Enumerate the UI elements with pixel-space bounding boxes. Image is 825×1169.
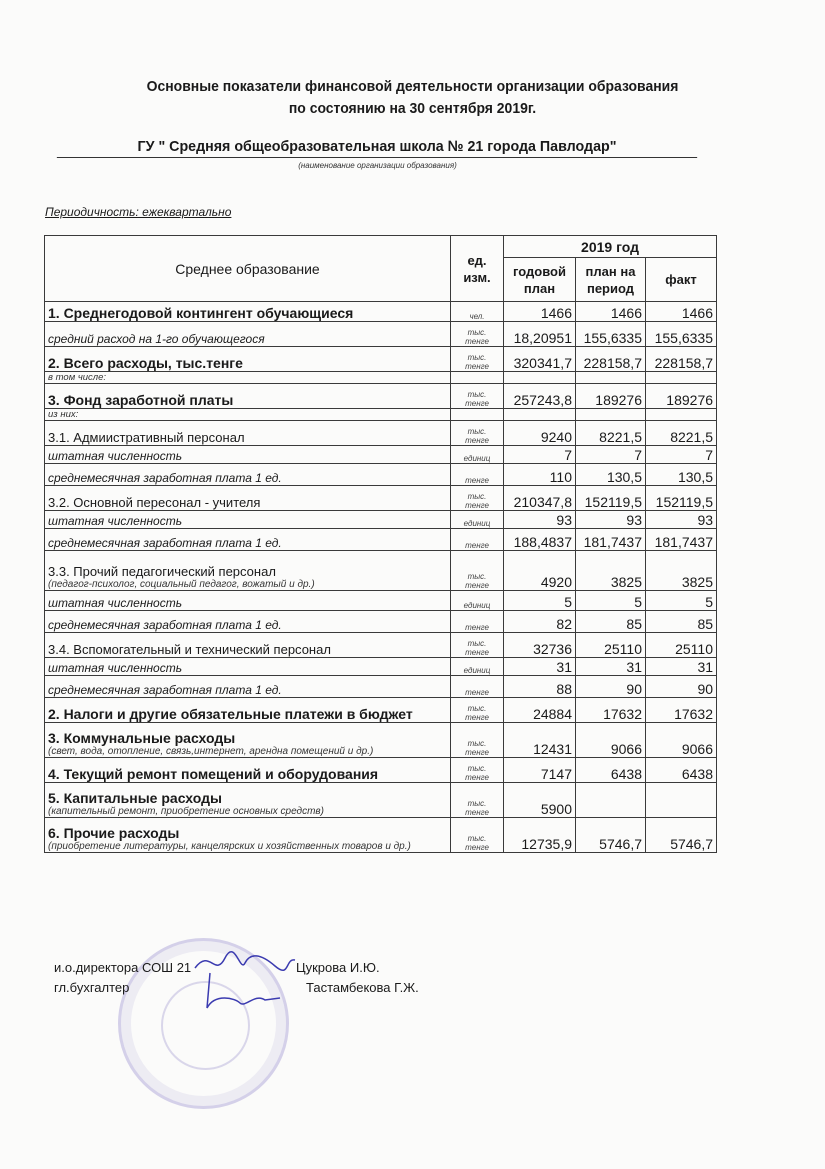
row-unit: тыс. тенге xyxy=(451,783,504,818)
row-label: штатная численность xyxy=(48,449,183,463)
row-unit xyxy=(451,372,504,384)
row-unit: единиц xyxy=(451,446,504,464)
row-unit: тыс. тенге xyxy=(451,551,504,591)
annual-plan-value: 4920 xyxy=(504,551,576,591)
table-row xyxy=(45,698,717,723)
row-sublabel: (педагог-психолог, социальный педагог, вожатый и др.) xyxy=(48,579,315,590)
row-label: штатная численность xyxy=(48,596,183,610)
period-plan-value: 17632 xyxy=(576,698,646,723)
header-period-plan-line2: период xyxy=(586,280,635,296)
annual-plan-value: 5900 xyxy=(504,783,576,818)
annual-plan-value: 188,4837 xyxy=(504,529,576,551)
table-row xyxy=(45,464,717,486)
row-label-cell xyxy=(45,446,451,464)
row-unit: единиц xyxy=(451,658,504,676)
fact-value: 189276 xyxy=(646,384,717,409)
row-label-cell xyxy=(45,658,451,676)
period-plan-value: 7 xyxy=(576,446,646,464)
annual-plan-value: 32736 xyxy=(504,633,576,658)
fact-value: 5 xyxy=(646,591,717,611)
row-label: 1. Среднегодовой контингент обучающиеся xyxy=(48,305,354,321)
annual-plan-value xyxy=(504,372,576,384)
header-unit-line1: ед. xyxy=(467,252,487,268)
fact-value: 5746,7 xyxy=(646,818,717,853)
row-label-cell xyxy=(45,698,451,723)
period-plan-value xyxy=(576,372,646,384)
annual-plan-value: 18,20951 xyxy=(504,322,576,347)
period-plan-value: 8221,5 xyxy=(576,421,646,446)
annual-plan-value: 257243,8 xyxy=(504,384,576,409)
row-unit: тыс. тенге xyxy=(451,633,504,658)
row-label: среднемесячная заработная плата 1 ед. xyxy=(48,683,282,697)
annual-plan-value xyxy=(504,409,576,421)
row-label: 3.3. Прочий педагогический персонал xyxy=(48,564,276,579)
annual-plan-value: 82 xyxy=(504,611,576,633)
row-sublabel: (приобретение литературы, канцелярских и хозяйственных товаров и др.) xyxy=(48,841,411,852)
row-label-cell xyxy=(45,421,451,446)
fact-value: 85 xyxy=(646,611,717,633)
header-year: 2019 год xyxy=(504,236,717,258)
row-label: 6. Прочие расходы xyxy=(48,825,180,841)
table-row xyxy=(45,347,717,372)
fact-value: 8221,5 xyxy=(646,421,717,446)
row-unit: тыс. тенге xyxy=(451,818,504,853)
table-row xyxy=(45,302,717,322)
period-plan-value: 93 xyxy=(576,511,646,529)
row-label-cell xyxy=(45,511,451,529)
annual-plan-value: 88 xyxy=(504,676,576,698)
period-plan-value: 155,6335 xyxy=(576,322,646,347)
header-annual-plan xyxy=(504,258,576,302)
table-row xyxy=(45,372,717,384)
fact-value: 93 xyxy=(646,511,717,529)
row-unit: единиц xyxy=(451,511,504,529)
periodicity-label: Периодичность: ежеквартально xyxy=(45,205,232,219)
table-row xyxy=(45,511,717,529)
period-plan-value: 6438 xyxy=(576,758,646,783)
row-label: среднемесячная заработная плата 1 ед. xyxy=(48,471,282,485)
table-row xyxy=(45,633,717,658)
row-label-cell xyxy=(45,758,451,783)
fact-value: 90 xyxy=(646,676,717,698)
table-row xyxy=(45,723,717,758)
annual-plan-value: 12431 xyxy=(504,723,576,758)
row-label: среднемесячная заработная плата 1 ед. xyxy=(48,618,282,632)
accountant-name: Тастамбекова Г.Ж. xyxy=(306,980,419,995)
table-row xyxy=(45,384,717,409)
accountant-role: гл.бухгалтер xyxy=(54,980,130,995)
row-label-cell xyxy=(45,783,451,818)
header-period-plan xyxy=(576,258,646,302)
table-row xyxy=(45,322,717,347)
signature-marks xyxy=(185,948,305,1028)
table-row xyxy=(45,409,717,421)
period-plan-value: 5746,7 xyxy=(576,818,646,853)
period-plan-value: 90 xyxy=(576,676,646,698)
row-unit: тенге xyxy=(451,611,504,633)
fact-value: 181,7437 xyxy=(646,529,717,551)
annual-plan-value: 93 xyxy=(504,511,576,529)
period-plan-value: 181,7437 xyxy=(576,529,646,551)
period-plan-value: 189276 xyxy=(576,384,646,409)
annual-plan-value: 9240 xyxy=(504,421,576,446)
row-label-cell xyxy=(45,591,451,611)
row-label-cell xyxy=(45,322,451,347)
period-plan-value: 5 xyxy=(576,591,646,611)
row-unit: единиц xyxy=(451,591,504,611)
table-row xyxy=(45,529,717,551)
row-label: из них: xyxy=(48,409,79,420)
row-label: 3.2. Основной пересонал - учителя xyxy=(48,495,261,510)
document-title xyxy=(29,76,796,120)
header-unit xyxy=(451,236,504,302)
header-period-plan-line1: план на xyxy=(585,263,636,279)
fact-value xyxy=(646,783,717,818)
fact-value xyxy=(646,409,717,421)
row-label: 3.4. Вспомогательный и технический персонал xyxy=(48,642,331,657)
period-plan-value: 1466 xyxy=(576,302,646,322)
fact-value: 3825 xyxy=(646,551,717,591)
annual-plan-value: 31 xyxy=(504,658,576,676)
annual-plan-value: 320341,7 xyxy=(504,347,576,372)
annual-plan-value: 7 xyxy=(504,446,576,464)
fact-value: 155,6335 xyxy=(646,322,717,347)
row-label: 3.1. Адмиистративный персонал xyxy=(48,430,245,445)
period-plan-value xyxy=(576,409,646,421)
row-unit: тыс. тенге xyxy=(451,421,504,446)
row-unit: тыс. тенге xyxy=(451,322,504,347)
annual-plan-value: 1466 xyxy=(504,302,576,322)
row-label-cell xyxy=(45,529,451,551)
table-row xyxy=(45,676,717,698)
row-label: 3. Коммунальные расходы xyxy=(48,730,236,746)
row-label: 2. Налоги и другие обязательные платежи в бюджет xyxy=(48,706,413,722)
period-plan-value: 3825 xyxy=(576,551,646,591)
annual-plan-value: 7147 xyxy=(504,758,576,783)
period-plan-value: 9066 xyxy=(576,723,646,758)
annual-plan-value: 210347,8 xyxy=(504,486,576,511)
fact-value: 1466 xyxy=(646,302,717,322)
header-annual-plan-line2: план xyxy=(523,280,556,296)
table-body xyxy=(45,302,717,853)
row-label: штатная численность xyxy=(48,661,183,675)
row-unit: тенге xyxy=(451,676,504,698)
financial-indicators-table xyxy=(44,235,717,853)
row-sublabel: (свет, вода, отопление, связь,интернет, арендна помещений и др.) xyxy=(48,746,374,757)
row-unit: тыс. тенге xyxy=(451,384,504,409)
annual-plan-value: 24884 xyxy=(504,698,576,723)
table-row xyxy=(45,421,717,446)
period-plan-value: 85 xyxy=(576,611,646,633)
row-label-cell xyxy=(45,551,451,591)
period-plan-value: 130,5 xyxy=(576,464,646,486)
fact-value: 7 xyxy=(646,446,717,464)
director-name: Цукрова И.Ю. xyxy=(296,960,380,975)
fact-value: 9066 xyxy=(646,723,717,758)
row-label: 4. Текущий ремонт помещений и оборудования xyxy=(48,766,379,782)
fact-value: 152119,5 xyxy=(646,486,717,511)
header-fact: факт xyxy=(646,258,717,302)
row-label-cell xyxy=(45,818,451,853)
row-label-cell xyxy=(45,723,451,758)
row-label-cell xyxy=(45,384,451,409)
table-row xyxy=(45,486,717,511)
row-sublabel: (капительный ремонт, приобретение основных средств) xyxy=(48,806,324,817)
row-unit: тыс. тенге xyxy=(451,723,504,758)
row-label: 5. Капитальные расходы xyxy=(48,790,222,806)
header-unit-line2: изм. xyxy=(463,269,491,285)
fact-value: 130,5 xyxy=(646,464,717,486)
annual-plan-value: 110 xyxy=(504,464,576,486)
period-plan-value: 25110 xyxy=(576,633,646,658)
organization-name: ГУ " Средняя общеобразовательная школа № 21 города Павлодар" xyxy=(57,138,697,158)
fact-value: 6438 xyxy=(646,758,717,783)
row-unit xyxy=(451,409,504,421)
row-unit: тыс. тенге xyxy=(451,486,504,511)
row-label: 2. Всего расходы, тыс.тенге xyxy=(48,355,243,371)
director-role: и.о.директора СОШ 21 xyxy=(54,960,192,975)
header-education-level: Среднее образование xyxy=(45,236,451,302)
row-label-cell xyxy=(45,302,451,322)
table-row xyxy=(45,611,717,633)
table-row xyxy=(45,551,717,591)
title-line-2: по состоянию на 30 сентября 2019г. xyxy=(288,100,537,117)
period-plan-value xyxy=(576,783,646,818)
header-annual-plan-line1: годовой xyxy=(513,263,566,279)
row-label: 3. Фонд заработной платы xyxy=(48,392,234,408)
row-label: среднемесячная заработная плата 1 ед. xyxy=(48,536,282,550)
table-row xyxy=(45,783,717,818)
table-row xyxy=(45,446,717,464)
fact-value xyxy=(646,372,717,384)
fact-value: 25110 xyxy=(646,633,717,658)
fact-value: 228158,7 xyxy=(646,347,717,372)
table-row xyxy=(45,591,717,611)
period-plan-value: 228158,7 xyxy=(576,347,646,372)
table-row xyxy=(45,758,717,783)
row-label-cell xyxy=(45,347,451,372)
row-unit: тыс. тенге xyxy=(451,347,504,372)
row-label-cell xyxy=(45,486,451,511)
row-unit: тенге xyxy=(451,464,504,486)
row-label: в том числе: xyxy=(48,372,107,383)
row-unit: чел. xyxy=(451,302,504,322)
period-plan-value: 152119,5 xyxy=(576,486,646,511)
row-label: штатная численность xyxy=(48,514,183,528)
period-plan-value: 31 xyxy=(576,658,646,676)
title-line-1: Основные показатели финансовой деятельности организации образования xyxy=(146,78,679,95)
table-row xyxy=(45,658,717,676)
row-label-cell xyxy=(45,372,451,384)
table-row xyxy=(45,818,717,853)
row-label-cell xyxy=(45,409,451,421)
row-label-cell xyxy=(45,464,451,486)
row-label-cell xyxy=(45,633,451,658)
row-label-cell xyxy=(45,611,451,633)
fact-value: 31 xyxy=(646,658,717,676)
row-label-cell xyxy=(45,676,451,698)
row-label: средний расход на 1-го обучающегося xyxy=(48,332,265,346)
annual-plan-value: 5 xyxy=(504,591,576,611)
organization-caption: (наименование организации образования) xyxy=(298,161,457,170)
row-unit: тыс. тенге xyxy=(451,698,504,723)
row-unit: тенге xyxy=(451,529,504,551)
annual-plan-value: 12735,9 xyxy=(504,818,576,853)
row-unit: тыс. тенге xyxy=(451,758,504,783)
fact-value: 17632 xyxy=(646,698,717,723)
